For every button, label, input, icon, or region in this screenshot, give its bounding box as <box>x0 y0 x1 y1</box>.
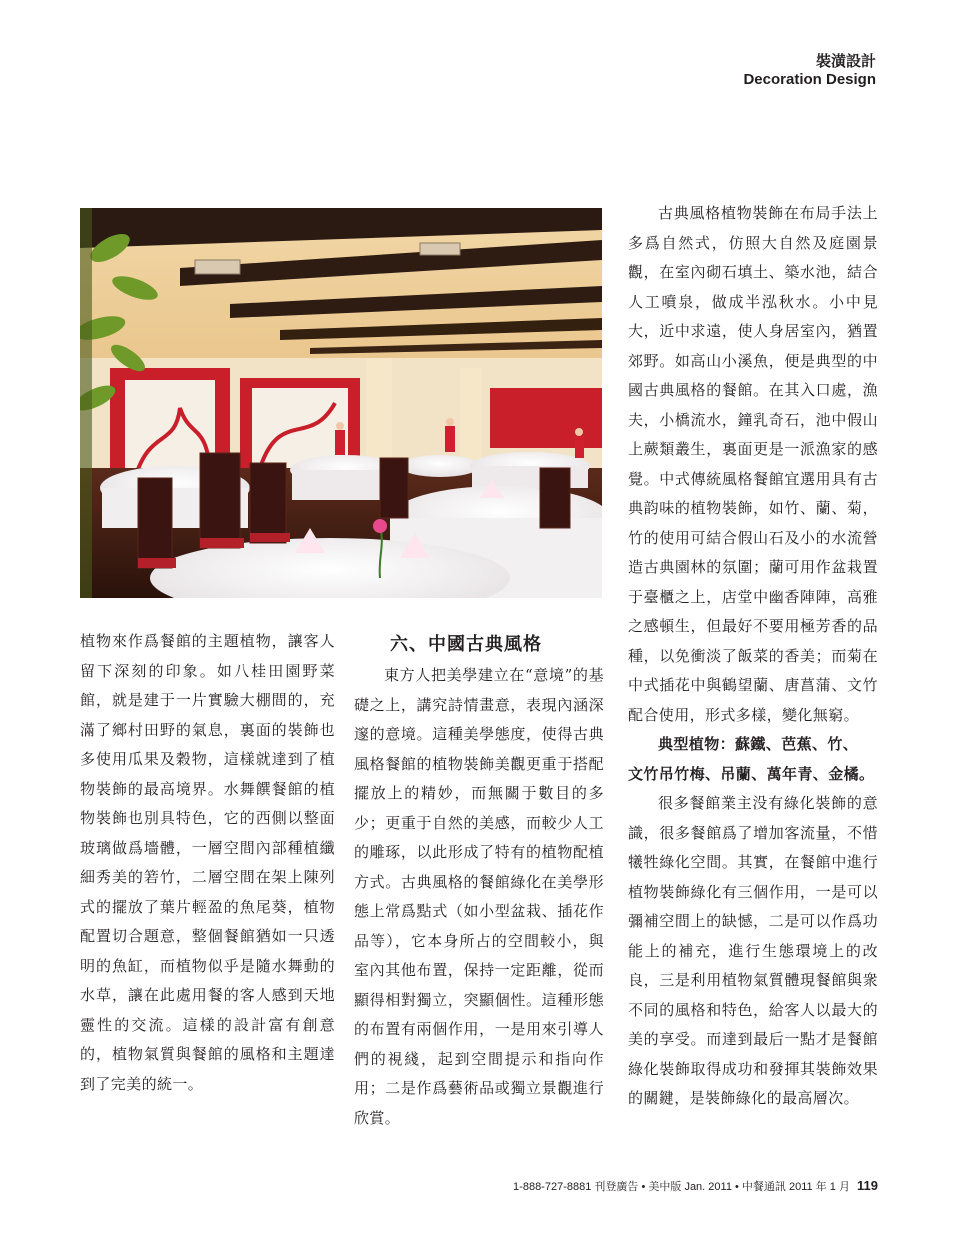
footer-issue-en: Jan. 2011 <box>684 1181 732 1193</box>
footer-ad-text: 刊登廣告 • 美中版 <box>594 1181 682 1193</box>
body-paragraph: 東方人把美學建立在“意境”的基礎之上，講究詩情畫意，表現內涵深邃的意境。這種美學態度，使得古典風格餐館的植物裝飾美觀更重于搭配擺放上的精妙，而無關于數目的多少；更重于自然的美感，而較少人工的雕琢，以此形成了特有的植物配植方式。古典風格的餐館綠化在美學形態上常爲點式（如小型盆栽、插花作品等），它本身所占的空間較小，與室內其他布置，保持一定距離，從而顯得相對獨立，突顯個性。這種形態的布置有兩個作用，一是用來引導人們的視綫，起到空間提示和指向作用；二是作爲藝術品或獨立景觀進行欣賞。 <box>354 666 604 1127</box>
footer-phone: 1-888-727-8881 <box>513 1181 592 1193</box>
body-paragraph: 植物來作爲餐館的主題植物，讓客人留下深刻的印象。如八桂田園野菜館，就是建于一片實驗大棚間的，充滿了鄉村田野的氣息，裏面的裝飾也多使用瓜果及穀物，這樣就達到了植物裝飾的最高境界。水舞饌餐館的植物裝飾也別具特色，它的西側以整面玻璃做爲墻體，一層空間內部種植纖細秀美的箬竹，二層空間在架上陳列式的擺放了葉片輕盈的魚尾葵，植物配置切合題意，整個餐館猶如一只透明的魚缸，而植物似乎是隨水舞動的水草，讓在此處用餐的客人感到天地靈性的交流。這樣的設計富有創意的，植物氣質與餐館的風格和主題達到了完美的統一。 <box>80 632 335 1093</box>
page-number: 119 <box>857 1178 878 1193</box>
column-middle <box>354 630 604 1133</box>
body-paragraph: 古典風格植物裝飾在布局手法上多爲自然式，仿照大自然及庭園景觀，在室內砌石填土、築水池，結合人工噴泉，做成半泓秋水。小中見大，近中求遠，使人身居室內，猶置郊野。如高山小溪魚，便是典型的中國古典風格的餐館。在其入口處，漁夫，小橋流水，鐘乳奇石，池中假山上蕨類叢生，裏面更是一派漁家的感覺。中式傳統風格餐館宜選用具有古典韵味的植物裝飾，如竹、蘭、菊，竹的使用可結合假山石及小的水流營造古典園林的氛圍；蘭可用作盆栽置于臺櫃之上，店堂中幽香陣陣，高雅之感頓生，但最好不要用極芳香的品種，以免衝淡了飯菜的香美；而菊在中式插花中與鶴望蘭、唐菖蒲、文竹配合使用，形式多樣，變化無窮。 <box>628 204 878 724</box>
footer-publication: • 中餐通訊 <box>735 1181 786 1193</box>
footer-issue-zh: 2011 年 1 月 <box>789 1181 850 1193</box>
section-heading: 六、中國古典風格 <box>390 634 542 655</box>
section-title-zh: 裝潢設計 <box>815 52 876 70</box>
body-paragraph: 很多餐館業主没有綠化裝飾的意識，很多餐館爲了增加客流量，不惜犧牲綠化空間。其實，在餐館中進行植物裝飾綠化有三個作用，一是可以彌補空間上的缺憾，二是可以作爲功能上的補充，進行生態環境上的改良，三是利用植物氣質體現餐館與衆不同的風格和特色，給客人以最大的美的享受。而達到最后一點才是餐館綠化裝飾取得成功和發揮其裝飾效果的關鍵，是裝飾綠化的最高層次。 <box>628 794 878 1107</box>
typical-plants-line-2: 文竹吊竹梅、吊蘭、萬年青、金橘。 <box>628 764 875 783</box>
typical-plants-line-1: 典型植物：蘇鐵、芭蕉、竹、 <box>658 735 859 753</box>
column-right <box>628 199 878 1114</box>
column-left <box>80 627 335 1099</box>
page-footer <box>513 1178 878 1194</box>
section-title-en: Decoration Design <box>743 71 876 88</box>
restaurant-photo-illustration <box>80 208 602 598</box>
restaurant-interior-photo <box>80 208 602 598</box>
